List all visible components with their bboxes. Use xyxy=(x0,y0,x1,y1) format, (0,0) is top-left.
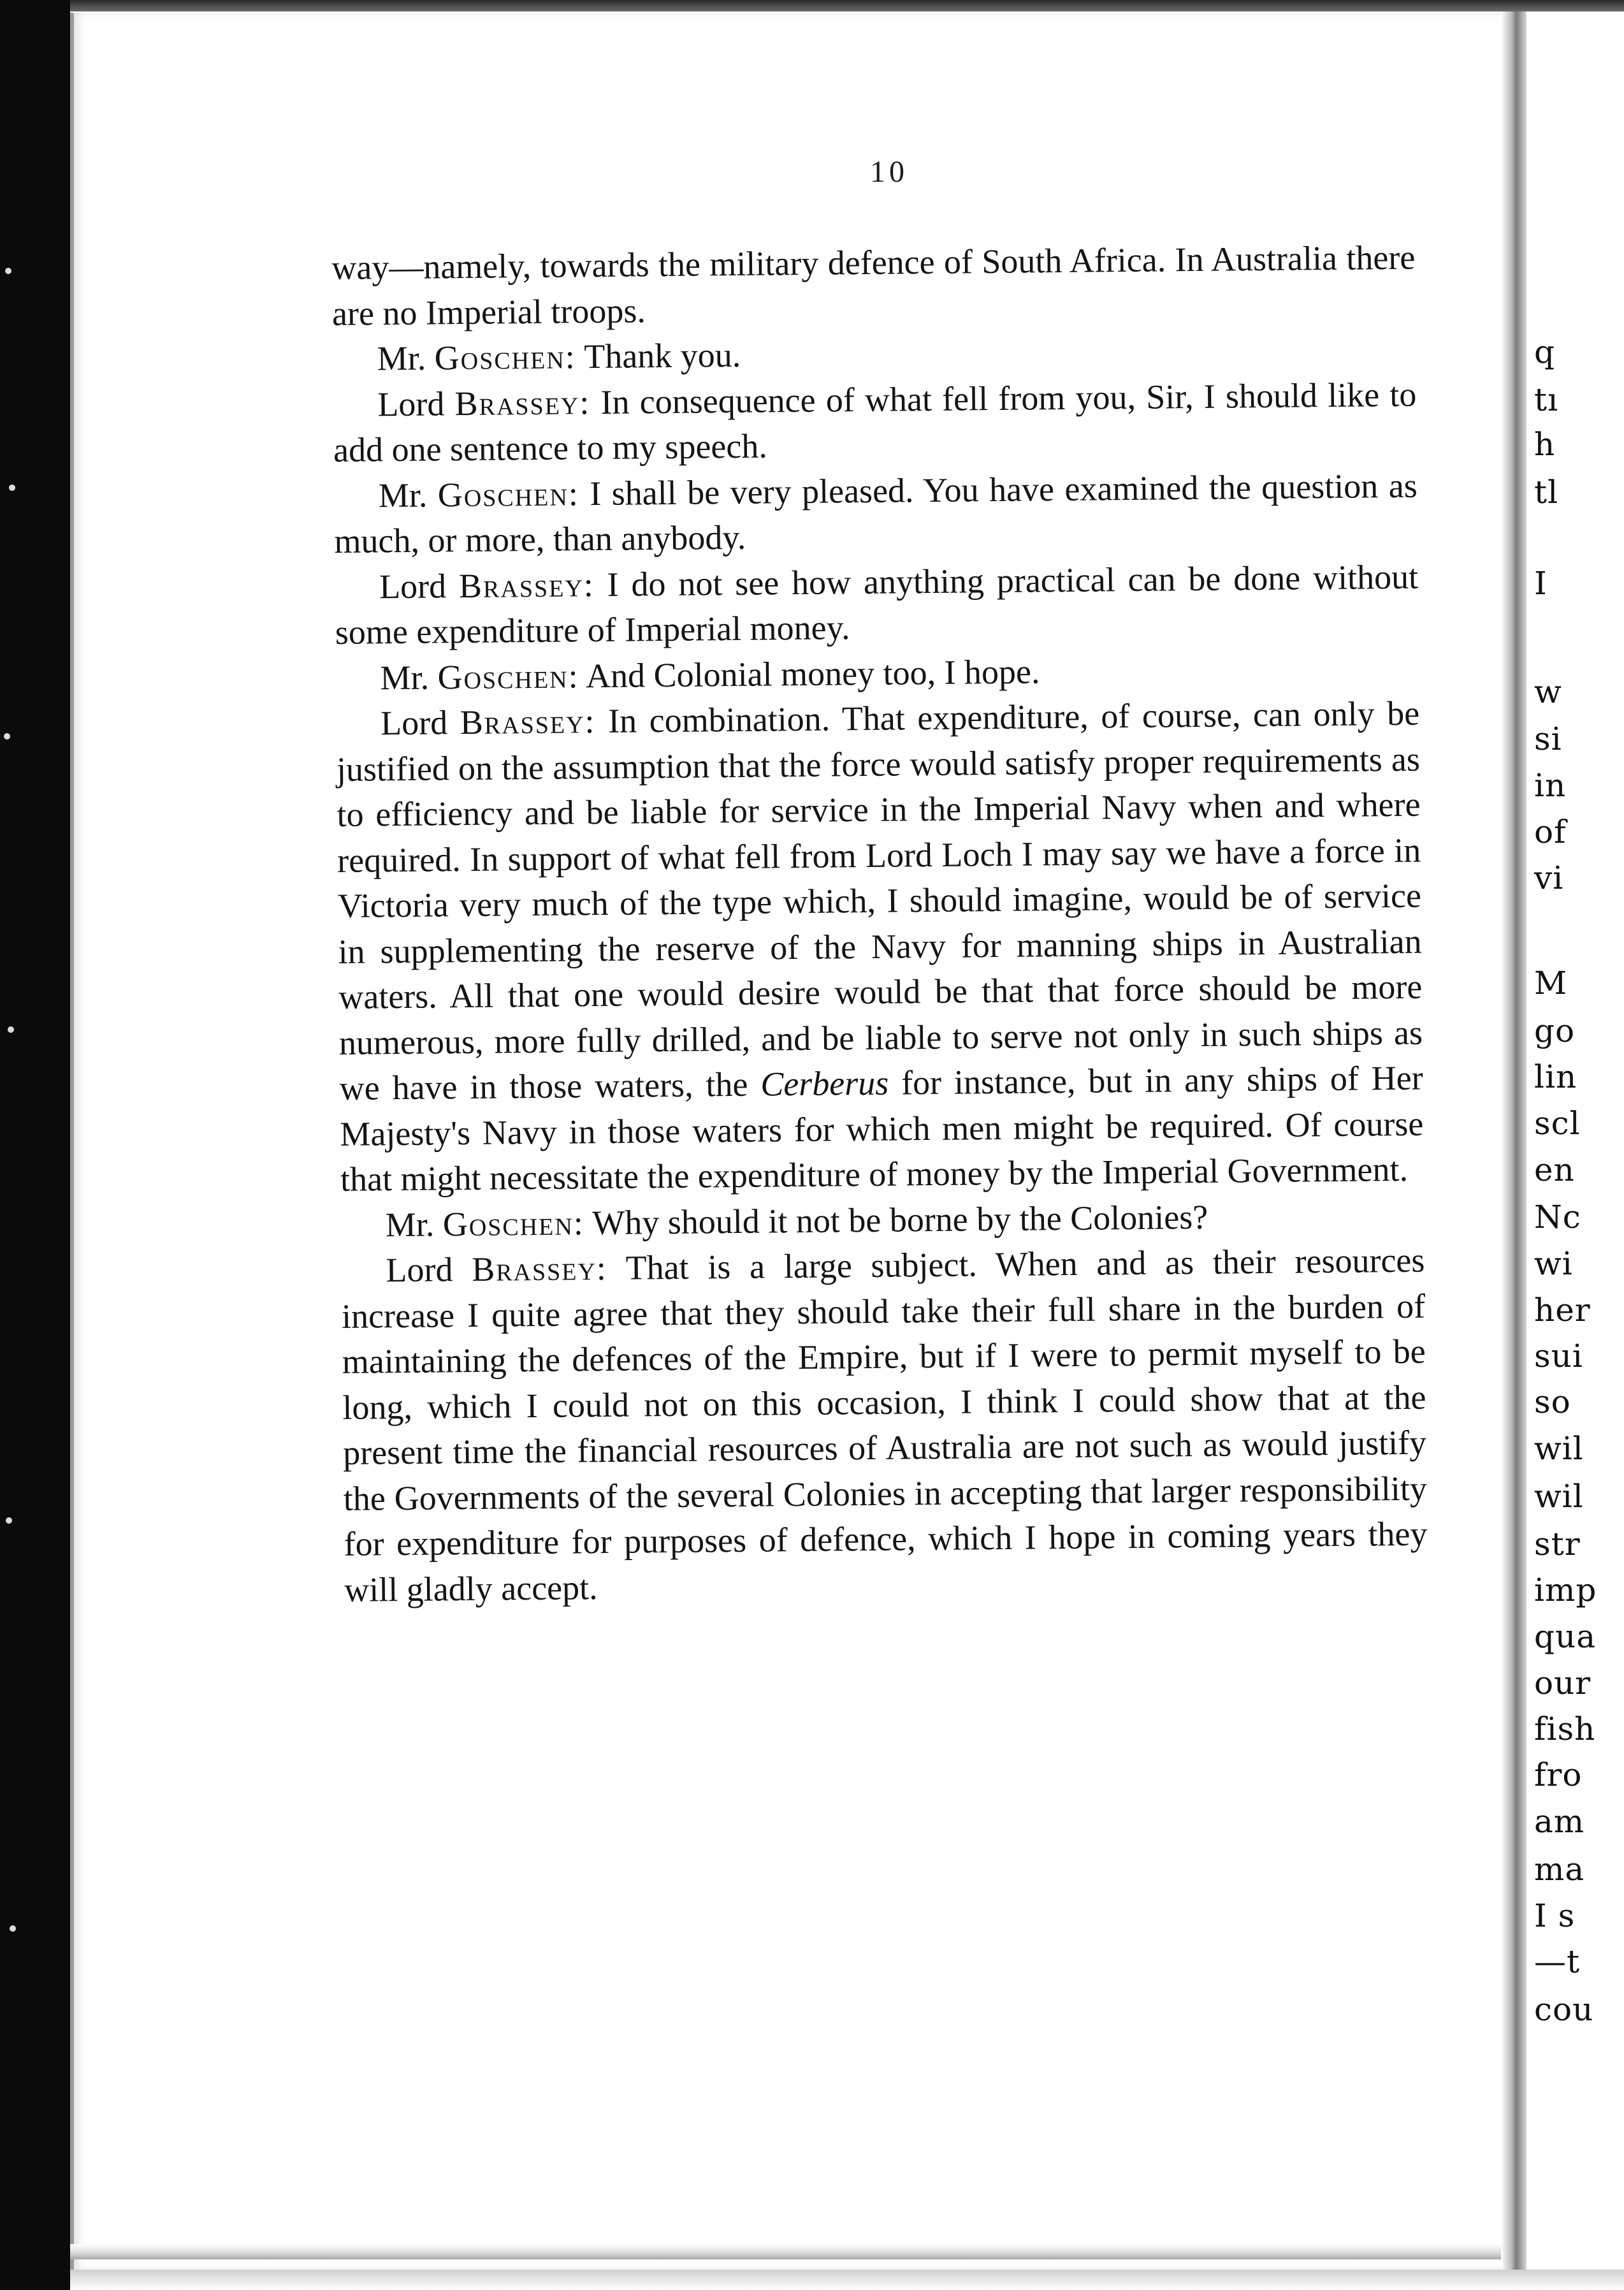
dust-speck xyxy=(8,1026,14,1033)
speaker-name: Brassey xyxy=(458,565,584,605)
speech-paragraph: Mr. Goschen: I shall be very pleased. You have examined the question as much, or more, than anybody. xyxy=(334,466,1417,560)
speech-paragraph: Mr. Goschen: Thank you. xyxy=(377,335,741,378)
next-page-fragment: fish xyxy=(1534,1710,1596,1747)
dust-speck xyxy=(9,485,15,491)
speaker-title: Lord xyxy=(377,384,445,423)
speaker-name: Goschen xyxy=(434,337,566,377)
speaker-name: Goschen xyxy=(437,474,569,514)
next-page-fragment: I s xyxy=(1534,1897,1576,1934)
next-page-fragment: go xyxy=(1534,1012,1576,1049)
speech-text: That is a large subject. When and as their resources increase I quite agree that they should take their full share in the burden of maintaining the defences of the Empire, but if I were to permit myself to be long, which I could not on this occasion, I think I could show that at the present time the financial resources of Australia are not such as would justify the Governments of the several Colonies in accepting that larger responsibility for expenditure for purposes of defence, which I hope in coming years they will gladly accept. xyxy=(341,1241,1428,1609)
speaker-name: Brassey xyxy=(454,383,580,423)
next-page-edge xyxy=(1526,11,1624,2281)
dust-speck xyxy=(10,1925,16,1932)
next-page-fragment: I xyxy=(1534,565,1548,602)
paragraph-continuation xyxy=(331,235,1416,337)
dust-speck xyxy=(5,268,11,274)
speaker-title: Mr. xyxy=(377,339,426,378)
speaker-title: Mr. xyxy=(378,476,428,514)
next-page-fragment: cou xyxy=(1534,1991,1594,2028)
next-page-fragment: tl xyxy=(1534,474,1559,511)
speech-text: Thank you. xyxy=(583,335,741,376)
page-bottom-edge xyxy=(70,2244,1523,2259)
paragraph-text: way—namely, towards the military defence of South Africa. In Australia there are no Imperial troops. xyxy=(331,238,1416,333)
next-page-fragment: en xyxy=(1534,1151,1575,1188)
speech-text: In consequence of what fell from you, Sir, I should like to add one sentence to my speech. xyxy=(333,375,1417,469)
next-page-fragment: q xyxy=(1534,333,1556,370)
next-page-fragment: wil xyxy=(1534,1478,1584,1515)
next-page-fragment: am xyxy=(1534,1803,1585,1840)
next-page-fragment: ma xyxy=(1534,1851,1585,1888)
scanner-left-border xyxy=(0,0,70,2290)
speech-text: In combination. That expenditure, of course, can only be justified on the assumption that the force would satisfy proper requirements as to efficiency and be liable for service in the Imperial Navy when and where required. In support of what fell from Lord Loch I may say we have a force in Victoria very much of the type which, I should imagine, would be of service in supplementing the reserve of the Navy for manning ships in Australian waters. All that one would desire would be that that force should be more numerous, more fully drilled, and be liable to serve not only in such ships as we have in those waters, the xyxy=(336,694,1423,1107)
page-text xyxy=(331,235,1428,1613)
next-page-fragment: in xyxy=(1534,767,1567,804)
next-page-fragment: w xyxy=(1534,673,1562,710)
next-page-fragment: M xyxy=(1534,965,1568,1002)
speech-text: Why should it not be borne by the Colonies? xyxy=(592,1197,1208,1242)
dust-speck xyxy=(4,733,10,740)
speech-paragraph: Lord Brassey: I do not see how anything practical can be done without some expenditure of Imperial money. xyxy=(335,557,1419,652)
speech-paragraph: Lord Brassey: That is a large subject. When and as their resources increase I quite agree that they should take their full share in the burden of maintaining the defences of the Empire, but if I were to permit myself to be long, which I could not on this occasion, I think I could show that at the present time the financial resources of Australia are not such as would justify the Governments of the several Colonies in accepting that larger responsibility for expenditure for purposes of defence, which I hope in coming years they will gladly accept. xyxy=(341,1241,1428,1609)
next-page-fragment: Nc xyxy=(1534,1199,1581,1236)
speaker-name: Brassey xyxy=(471,1249,597,1288)
next-page-fragment: fro xyxy=(1534,1756,1583,1793)
speaker-name: Goschen xyxy=(442,1203,574,1243)
speaker-title: Lord xyxy=(380,703,448,743)
next-page-fragment: wil xyxy=(1534,1430,1584,1467)
next-page-fragment: our xyxy=(1534,1665,1591,1702)
next-page-fragment: lin xyxy=(1534,1058,1577,1095)
speaker-title: Mr. xyxy=(385,1205,435,1244)
speaker-title: Mr. xyxy=(380,658,430,697)
speech-text: I do not see how anything practical can be done without some expenditure of Imperial money. xyxy=(335,557,1419,652)
speaker-title: Lord xyxy=(379,566,447,606)
speech-paragraph: Mr. Goschen: And Colonial money too, I hope. xyxy=(380,652,1040,697)
next-page-fragment: her xyxy=(1534,1292,1591,1329)
next-page-fragment: tı xyxy=(1534,381,1559,418)
next-page-fragment: scl xyxy=(1534,1105,1581,1142)
speech-text: And Colonial money too, I hope. xyxy=(585,652,1040,695)
ship-name: Cerberus xyxy=(760,1063,889,1104)
next-page-fragment: so xyxy=(1534,1383,1571,1420)
next-page-fragment: qua xyxy=(1534,1618,1597,1655)
next-page-fragment: h xyxy=(1534,426,1556,463)
speech-paragraph: Lord Brassey: In combination. That expenditure, of course, can only be justified on the assumption that the force would satisfy proper requirements as to efficiency and be liable for service in the Imperial Navy when and where required. In support of what fell from Lord Loch I may say we have a force in Victoria very much of the type which, I should imagine, would be of service in supplementing the reserve of the Navy for manning ships in Australian waters. All that one would desire would be that that force should be more numerous, more fully drilled, and be liable to serve not only in such ships as we have in those waters, the Cerberus for instance, but in any ships of Her Majesty's Navy in those waters for which men might be required. Of course that might necessitate the expenditure of money by the Imperial Government. xyxy=(336,694,1424,1199)
next-page-fragment: si xyxy=(1534,720,1562,757)
speech-text: I shall be very pleased. You have examined the question as much, or more, than anybody. xyxy=(334,466,1417,560)
speaker-name: Goschen xyxy=(437,656,569,696)
next-page-fragment: —t xyxy=(1534,1943,1581,1980)
page-number: 10 xyxy=(870,155,908,189)
book-gutter xyxy=(1501,11,1526,2281)
speech-paragraph: Lord Brassey: In consequence of what fell from you, Sir, I should like to add one sentence to my speech. xyxy=(333,375,1417,469)
scanner-bottom-border xyxy=(70,2270,1624,2290)
speech-paragraph: Mr. Goschen: Why should it not be borne by the Colonies? xyxy=(385,1197,1208,1244)
next-page-fragment: str xyxy=(1534,1526,1581,1563)
speaker-name: Brassey xyxy=(460,702,585,742)
speech-text: for instance, but in any ships of Her Majesty's Navy in those waters for which men might be required. Of course that might necessitate the expenditure of money by the Imperial Government. xyxy=(340,1058,1424,1199)
scanner-top-border xyxy=(70,0,1624,11)
next-page-fragment: of xyxy=(1534,813,1567,850)
next-page-fragment: imp xyxy=(1534,1572,1597,1608)
speaker-title: Lord xyxy=(386,1250,453,1290)
dust-speck xyxy=(6,1517,12,1524)
next-page-fragment: wi xyxy=(1534,1245,1573,1282)
next-page-fragment: sui xyxy=(1534,1338,1583,1375)
next-page-fragment: vi xyxy=(1534,859,1564,896)
